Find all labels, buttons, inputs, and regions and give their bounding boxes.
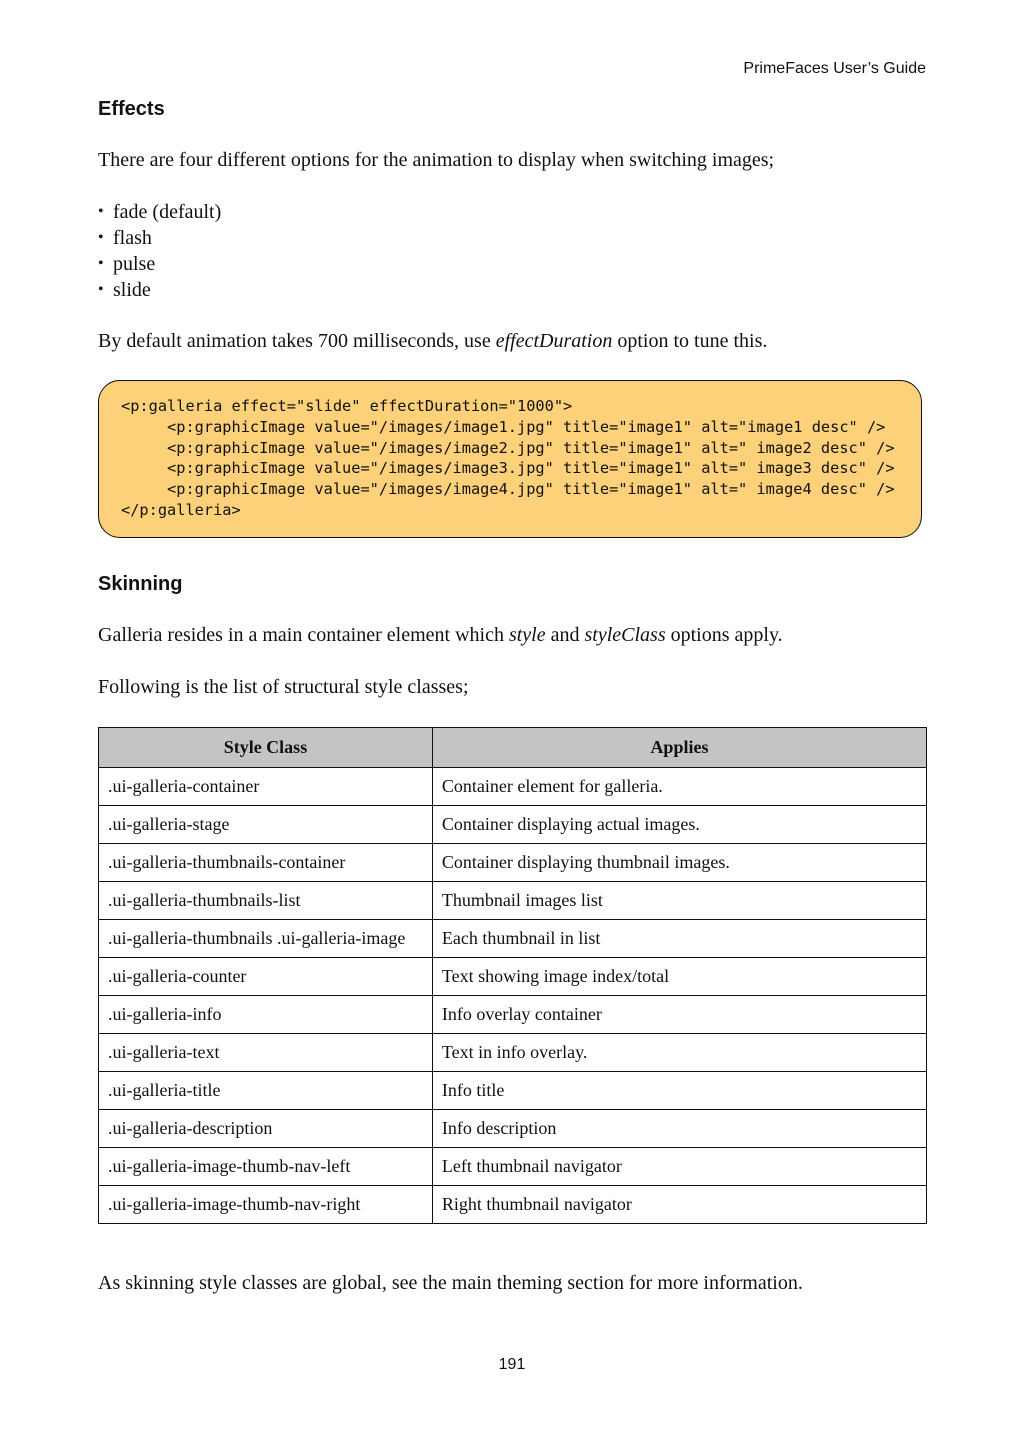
code-line: <p:graphicImage value="/images/image3.jpg" title="image1" alt=" image3 desc" /> [121, 459, 895, 478]
running-head: PrimeFaces User’s Guide [743, 60, 926, 77]
applies-cell: Info overlay container [432, 996, 926, 1034]
applies-cell: Thumbnail images list [432, 882, 926, 920]
table-row [99, 996, 927, 1034]
style-class-cell: .ui-galleria-title [99, 1072, 433, 1110]
code-example-box [98, 380, 922, 538]
code-line: <p:graphicImage value="/images/image4.jpg" title="image1" alt=" image4 desc" /> [121, 480, 895, 499]
style-class-cell: .ui-galleria-info [99, 996, 433, 1034]
list-item: • pulse [98, 251, 221, 277]
table-row [99, 806, 927, 844]
applies-cell: Info title [432, 1072, 926, 1110]
skinning-text-before: Galleria resides in a main container element which [98, 624, 509, 646]
style-class-table [98, 727, 927, 1224]
table-header-row [99, 728, 927, 768]
duration-paragraph [98, 329, 767, 353]
style-class-cell: .ui-galleria-thumbnails .ui-galleria-image [99, 920, 433, 958]
effects-heading: Effects [98, 98, 165, 120]
table-row [99, 1148, 927, 1186]
table-row [99, 1110, 927, 1148]
applies-cell: Container displaying actual images. [432, 806, 926, 844]
list-item: • slide [98, 277, 221, 303]
effects-intro: There are four different options for the animation to display when switching images; [98, 149, 775, 171]
duration-text-after: option to tune this. [612, 330, 768, 352]
duration-text-before: By default animation takes 700 milliseconds, use [98, 330, 496, 352]
table-row [99, 844, 927, 882]
style-class-cell: .ui-galleria-image-thumb-nav-right [99, 1186, 433, 1224]
column-header-style-class: Style Class [99, 728, 433, 768]
table-row [99, 958, 927, 996]
applies-cell: Left thumbnail navigator [432, 1148, 926, 1186]
skinning-text-after: options apply. [665, 624, 783, 646]
table-row [99, 882, 927, 920]
style-class-cell: .ui-galleria-container [99, 768, 433, 806]
code-example [121, 396, 895, 521]
table-row [99, 1034, 927, 1072]
applies-cell: Text in info overlay. [432, 1034, 926, 1072]
applies-cell: Container element for galleria. [432, 768, 926, 806]
applies-cell: Container displaying thumbnail images. [432, 844, 926, 882]
style-class-cell: .ui-galleria-stage [99, 806, 433, 844]
style-classes-intro: Following is the list of structural style classes; [98, 676, 469, 698]
applies-cell: Right thumbnail navigator [432, 1186, 926, 1224]
list-item: • fade (default) [98, 199, 221, 225]
code-line: </p:galleria> [121, 500, 241, 519]
code-line: <p:graphicImage value="/images/image1.jpg" title="image1" alt="image1 desc" /> [121, 417, 886, 436]
skinning-text-middle: and [545, 624, 585, 646]
code-line: <p:graphicImage value="/images/image2.jpg" title="image1" alt=" image2 desc" /> [121, 438, 895, 457]
code-line: <p:galleria effect="slide" effectDuration="1000"> [121, 397, 573, 415]
table-row [99, 1072, 927, 1110]
style-term: style [508, 624, 546, 646]
style-class-cell: .ui-galleria-image-thumb-nav-left [99, 1148, 433, 1186]
applies-cell: Text showing image index/total [432, 958, 926, 996]
style-class-cell: .ui-galleria-counter [99, 958, 433, 996]
skinning-heading: Skinning [98, 573, 183, 595]
closing-paragraph: As skinning style classes are global, see the main theming section for more information. [98, 1272, 803, 1294]
table-row [99, 1186, 927, 1224]
list-item: • flash [98, 225, 221, 251]
applies-cell: Each thumbnail in list [432, 920, 926, 958]
styleclass-term: styleClass [584, 624, 666, 646]
table-body [99, 768, 927, 1224]
skinning-paragraph [98, 623, 783, 647]
applies-cell: Info description [432, 1110, 926, 1148]
column-header-applies: Applies [432, 728, 926, 768]
page-number: 191 [498, 1356, 526, 1373]
duration-term: effectDuration [495, 330, 613, 352]
style-class-cell: .ui-galleria-thumbnails-list [99, 882, 433, 920]
effect-options-list [98, 199, 221, 303]
table-row [99, 768, 927, 806]
style-class-cell: .ui-galleria-thumbnails-container [99, 844, 433, 882]
table-row [99, 920, 927, 958]
style-class-cell: .ui-galleria-description [99, 1110, 433, 1148]
style-class-cell: .ui-galleria-text [99, 1034, 433, 1072]
